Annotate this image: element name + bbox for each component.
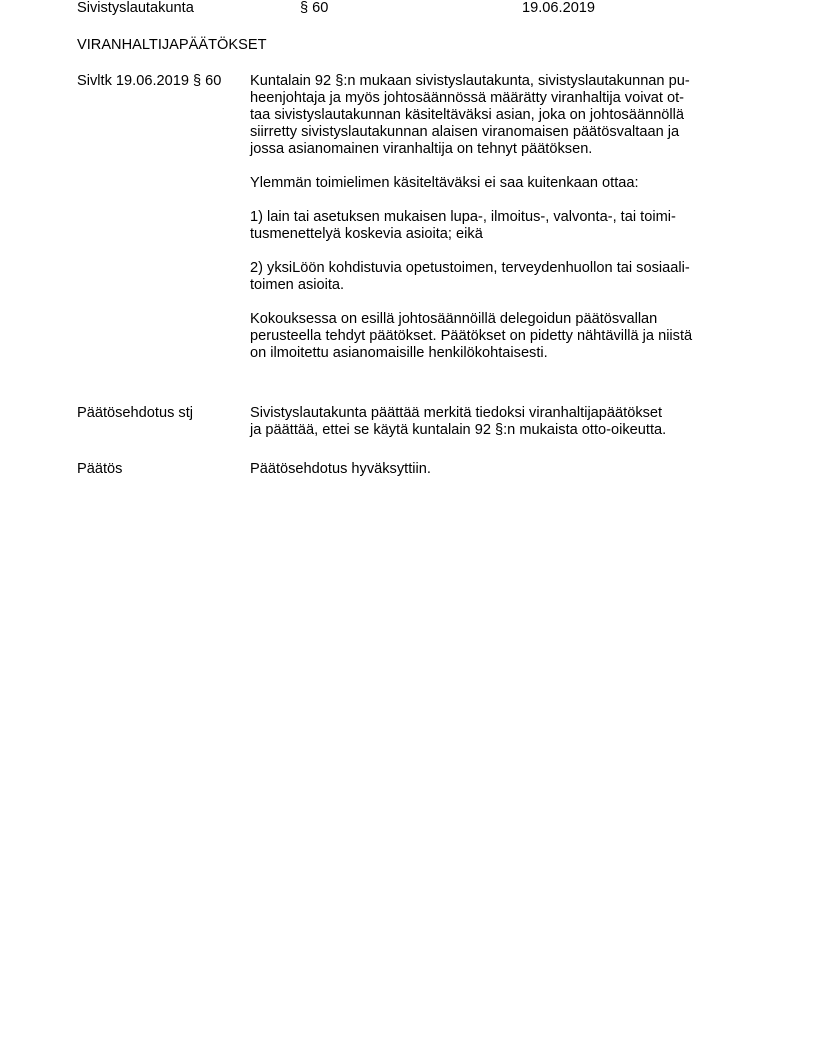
text-line: heenjohtaja ja myös johtosäännössä määrätty viranhaltija voivat ot- xyxy=(250,90,685,106)
paragraph xyxy=(250,311,750,362)
document-title: VIRANHALTIJAPÄÄTÖKSET xyxy=(77,37,267,53)
paragraph xyxy=(250,461,750,478)
text-line: 1) lain tai asetuksen mukaisen lupa-, ilmoitus-, valvonta-, tai toimi- xyxy=(250,209,676,225)
text-line: on ilmoitettu asianomaisille henkilökohtaisesti. xyxy=(250,345,548,361)
meeting-date: 19.06.2019 xyxy=(522,0,596,16)
paragraph xyxy=(250,175,750,192)
text-line: perusteella tehdyt päätökset. Päätökset on pidetty nähtävillä ja niistä xyxy=(250,328,693,344)
text-line: tusmenettelyä koskevia asioita; eikä xyxy=(250,226,483,242)
text-line: toimen asioita. xyxy=(250,277,345,293)
text-line: Ylemmän toimielimen käsiteltäväksi ei saa kuitenkaan ottaa: xyxy=(250,175,639,191)
paragraph xyxy=(250,260,750,294)
text-line: Päätösehdotus hyväksyttiin. xyxy=(250,461,431,477)
section-label: Päätösehdotus stj xyxy=(77,405,194,421)
section-label: Sivltk 19.06.2019 § 60 xyxy=(77,73,222,89)
section-content xyxy=(250,73,750,362)
document-header xyxy=(0,0,816,18)
section-label: Päätös xyxy=(77,461,123,477)
text-line: siirretty sivistyslautakunnan alaisen viranomaisen päätösvaltaan ja xyxy=(250,124,680,140)
text-line: jossa asianomainen viranhaltija on tehnyt päätöksen. xyxy=(250,141,593,157)
paragraph xyxy=(250,73,750,158)
section-number: § 60 xyxy=(300,0,329,16)
section-content xyxy=(250,461,750,478)
text-line: Kokouksessa on esillä johtosäännöillä delegoidun päätösvallan xyxy=(250,311,658,327)
paragraph xyxy=(250,405,750,439)
board-name: Sivistyslautakunta xyxy=(77,0,194,16)
paragraph xyxy=(250,209,750,243)
text-line: Kuntalain 92 §:n mukaan sivistyslautakunta, sivistyslautakunnan pu- xyxy=(250,73,690,89)
text-line: Sivistyslautakunta päättää merkitä tiedoksi viranhaltijapäätökset xyxy=(250,405,663,421)
section-content xyxy=(250,405,750,439)
text-line: ja päättää, ettei se käytä kuntalain 92 §:n mukaista otto-oikeutta. xyxy=(250,422,667,438)
text-line: taa sivistyslautakunnan käsiteltäväksi asian, joka on johtosäännöllä xyxy=(250,107,685,123)
text-line: 2) yksiLöön kohdistuvia opetustoimen, terveydenhuollon tai sosiaali- xyxy=(250,260,690,276)
